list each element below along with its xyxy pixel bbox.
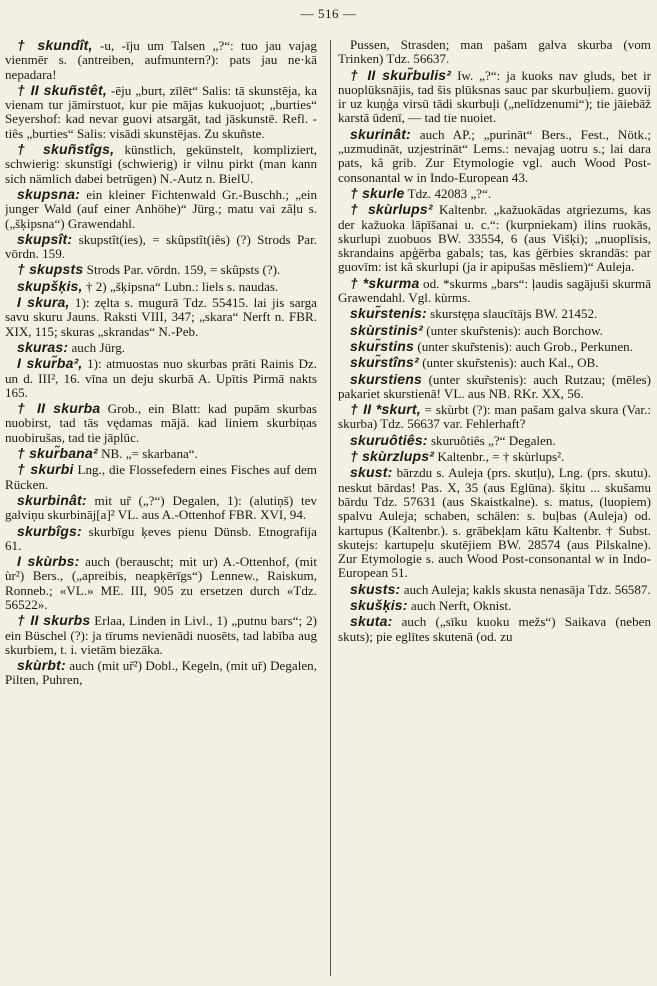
entry-headword: † II skurbs	[17, 612, 91, 629]
entry-definition: Strods Par. vōrdn. 159, = skûpsts (?).	[83, 262, 281, 278]
dictionary-entry	[5, 658, 317, 688]
dictionary-entry	[338, 306, 651, 321]
entry-headword: skùrbt:	[17, 657, 66, 674]
entry-definition: -u, -īju um Talsen „?“: tuo jau vajag vienmēr s. (antreiben, aufmuntern?): pats jau ne·kā nepadara!	[5, 38, 317, 82]
right-column	[338, 38, 651, 978]
dictionary-entry	[338, 433, 651, 448]
entry-definition: † 2) „šķipsna“ Lubn.: liels s. naudas.	[82, 278, 279, 294]
dictionary-entry	[5, 356, 317, 400]
dictionary-entry	[338, 465, 651, 580]
entry-definition: od. *skurms „bars“: ļaudis sagājuši skurmā Grawendahl. Vgl. kùrms.	[338, 275, 651, 306]
entry-headword: † II skurba	[17, 400, 101, 417]
dictionary-entry	[5, 232, 317, 262]
dictionary-entry	[5, 462, 317, 492]
entry-headword: † skurle	[350, 184, 405, 201]
entry-definition: skurbīgu ķeves pienu Dünsb. Etnografija 61.	[5, 523, 317, 553]
entry-definition: bārzdu s. Auleja (prs. skutļu), Lng. (prs. skutu). neskut bārdas! Pas. X, 35 (aus Eglūna). šķitu ... skušamu bārdu Tdz. 57631 (aus Skaistkalne). s. matus, (luopiem) spalvu Auleja; schaben, schälen: s. buļbas (Auleja) od. kartupus (Kaltenbr.). s. grābekļam kātu Kaltenbr. † Subst. skutejs: kartupeļu skutējiem BW. 28574 (aus Pilskalne). Zur Etymologie s. auch Wood Post-consonantal w in Indo-European 51.	[338, 465, 651, 581]
entry-headword: † skur̃bana²	[17, 445, 98, 462]
entry-headword: † skupsts	[17, 261, 84, 278]
entry-headword: skurinât:	[350, 125, 411, 142]
entry-definition: auch Jürg.	[68, 339, 126, 355]
dictionary-entry	[338, 355, 651, 370]
entry-definition: skupstît(ies), = skûpstît(iês) (?) Strods Par. vōrdn. 159.	[5, 231, 317, 262]
entry-headword: skur̃stenis:	[350, 305, 427, 322]
dictionary-entry	[5, 279, 317, 294]
entry-headword: † II skur̃bulis²	[350, 66, 452, 83]
entry-definition: (unter skur̃stenis): auch Rutzau; (mēles) pakariet skurstienā! VL. aus NB. RKr. XX, 56.	[338, 371, 651, 401]
dictionary-entry	[5, 295, 317, 339]
entry-definition: 1): zęlta s. mugurā Tdz. 55415. lai jis sarga savu skuru Jauns. Raksti VIII, 347; „skara“ Nerft n. FBR. XIX, 115; skuras „skrandas“ N.-Peb.	[5, 295, 317, 339]
entry-headword: skupsna:	[17, 185, 81, 202]
left-column	[5, 38, 317, 978]
entry-definition: mit ur̃ („?“) Degalen, 1): (alutiņš) tev galviņu skurbināj[a]² VL. aus A.-Ottenhof FBR. XVI, 94.	[5, 492, 317, 523]
entry-headword: † skuñstîgs,	[17, 141, 115, 158]
entry-definition: NB. „= skarbana“.	[97, 446, 198, 462]
entry-headword: skuta:	[350, 613, 393, 630]
dictionary-entry	[5, 83, 317, 141]
dictionary-entry	[5, 187, 317, 231]
entry-headword: I skùrbs:	[17, 553, 80, 570]
dictionary-entry	[5, 446, 317, 461]
entry-definition: auch AP.; „purināt“ Bers., Fest., Nötk.; „uzmudināt, uzjestrināt“ Lems.: nevajag uotru s.; lai dara pats, kâ grib. Zur Etymologie vgl. auch Wood Post-consonantal w in Indo-European 43.	[338, 126, 651, 185]
entry-headword: skurbinât:	[17, 491, 87, 508]
entry-headword: † skundît,	[17, 38, 93, 53]
entry-headword: skuras:	[17, 338, 69, 355]
entry-definition: Iw. „?“: ja kuoks nav gluds, bet ir nuoplūksnājis, tad šis plūksnas sauc par skurbuļiem. guovij ir uz kuņģa virsū tādi skurbuļi („nelīdzenumi“); tie jāiebāž karstā ūdenī, — tad tie nuoiet.	[338, 67, 651, 126]
entry-headword: skust:	[350, 464, 393, 481]
entry-headword: skušķis:	[350, 596, 408, 613]
entry-definition: Kaltenbr., = † skùrlups².	[434, 449, 565, 465]
dictionary-entry	[338, 582, 651, 597]
entry-definition: 1): atmuostas nuo skurbas prāti Rainis Dz. un d. III², 16. vīna un deju skurbā A. Upītis Pirmā nakts 165.	[5, 356, 317, 400]
entry-headword: † skurbi	[17, 461, 74, 478]
dictionary-entry	[5, 38, 317, 82]
dictionary-entry	[5, 142, 317, 186]
entry-definition: (unter skur̃stenis): auch Borchow.	[423, 322, 603, 338]
entry-headword: skurstiens	[350, 370, 423, 387]
dictionary-entry	[338, 598, 651, 613]
dictionary-entry	[338, 202, 651, 274]
entry-definition: Erlaa, Linden in Livl., 1) „putnu bars“; 2) ein Büschel (?): ja tīrums nevienādi nuosēts, tad labība aug skurbiem, t. i. vietām biezāka.	[5, 613, 317, 657]
entry-headword: skur̃stîns²	[350, 354, 419, 371]
dictionary-entry	[338, 372, 651, 402]
entry-headword: † II skuñstêt,	[17, 81, 107, 98]
entry-definition: = skùrbt (?): man pašam galva skura (Var.: skurba) Tdz. 56637 var. Fehlerhaft?	[338, 402, 651, 432]
entry-definition: auch („sīku kuoku mežs“) Saikava (neben skuts); pie eglītes skutenā (od. zu	[338, 614, 651, 644]
entry-definition: auch (mit ur̃²) Dobl., Kegeln, (mit uř) Degalen, Pilten, Puhren,	[5, 658, 317, 688]
entry-definition: -ēju „burt, zīlēt“ Salis: tā skunstēja, ka vienam tur jāmirstuot, kur pie mājas kukuojuot; „burties“ Seyershof: kad nevar guovi atsargāt, tad jāskunstē. Refl. -tiês „burties“ Salis: visādi skunstējas. Zu skuñste.	[5, 82, 317, 141]
dictionary-entry	[338, 339, 651, 354]
dictionary-entry	[5, 340, 317, 355]
entry-definition: auch (berauscht; mit ur) A.-Ottenhof, (mit ùr²) Bers., („apreibis, neapķērīgs“) Lennew., Raiskum, Ronneb.; «VL.» ME. III, 905 zu ersetzen durch «Tdz. 56522».	[5, 554, 317, 612]
entry-definition: (unter skur̃stenis): auch Kal., OB.	[418, 355, 599, 371]
entry-headword: skusts:	[350, 580, 401, 597]
page-number: — 516 —	[300, 6, 357, 21]
entry-headword: skupšķis,	[17, 277, 83, 294]
dictionary-entry	[338, 276, 651, 306]
dictionary-entry	[338, 402, 651, 432]
dictionary-entry	[5, 401, 317, 445]
entry-headword: skur̃stins	[350, 337, 415, 354]
entry-headword: skupsît:	[17, 230, 73, 247]
entry-headword: skuruôtiês:	[350, 431, 428, 448]
entry-definition: auch Auleja; kakls skusta nenasāja Tdz. 56587.	[400, 581, 651, 597]
entry-headword: skùrstinis²	[350, 321, 423, 338]
entry-definition: skuruôtiês „?“ Degalen.	[427, 432, 556, 448]
column-divider	[330, 40, 331, 976]
entry-headword: † skùrzlups²	[350, 448, 435, 465]
entry-headword: I skur̃ba²,	[17, 355, 83, 372]
dictionary-entry	[338, 449, 651, 464]
entry-definition: skurstęņa slaucītājs BW. 21452.	[426, 306, 598, 322]
entry-headword: skurbîgs:	[17, 522, 82, 539]
entry-headword: † skùrlups²	[350, 201, 433, 218]
dictionary-entry	[338, 127, 651, 185]
dictionary-entry	[338, 614, 651, 644]
entry-definition: Grob., ein Blatt: kad pupām skurbas nuobirst, tad tās vędamas mājā. kad liniem skurbiņas nuobirušas, tad tie jāplūc.	[5, 401, 317, 445]
entry-definition: Lng., die Flossefedern eines Fisches auf dem Rücken.	[5, 462, 317, 492]
entry-definition: Tdz. 42083 „?“.	[404, 185, 492, 201]
entry-headword: † *skurma	[350, 274, 420, 291]
entry-headword: † II *skurt,	[350, 401, 421, 418]
dictionary-entry	[5, 493, 317, 523]
dictionary-entry	[338, 323, 651, 338]
entry-definition: künstlich, gekünstelt, kompliziert, schwierig: skunstīgi (schwierig) ir vilnu pirkt (man kann sich nämlich dabei betrügen) N.-Autz n. BielU.	[5, 142, 317, 186]
entry-definition: (unter skur̃stenis): auch Grob., Perkunen.	[414, 338, 633, 354]
dictionary-entry	[5, 524, 317, 554]
dictionary-entry	[338, 186, 651, 201]
dictionary-entry	[5, 262, 317, 277]
dictionary-entry	[5, 613, 317, 657]
entry-definition: Kaltenbr. „kažuokādas atgriezums, kas der kažuoka lāpīšanai u. c.“: (kurpniekam) ilins ruokās, skurlupi zuobuos BW. 33554, 6 (aus Višķi); „nuoplīsis, skrandains apģērba gabals; tas, kas ģērbies skrandās: par guovīm: ist kâ skurlupi (ja ir apipušas mēsliem)“ Auleja.	[338, 202, 651, 275]
entry-definition: auch Nerft, Oknist.	[407, 597, 512, 613]
dictionary-entry	[338, 68, 651, 126]
dictionary-entry	[5, 554, 317, 612]
entry-definition: Pussen, Strasden; man pašam galva skurba (vom Trinken) Tdz. 56637.	[338, 38, 651, 67]
entry-headword: I skura,	[17, 294, 70, 311]
entry-definition: ein kleiner Fichtenwald Gr.-Buschh.; „ein junger Wald (auf einer Anhöhe)“ Jürg.; matu vai zâļu s. („šķipsna“) Grawendahl.	[5, 186, 317, 231]
dictionary-entry	[338, 38, 651, 67]
